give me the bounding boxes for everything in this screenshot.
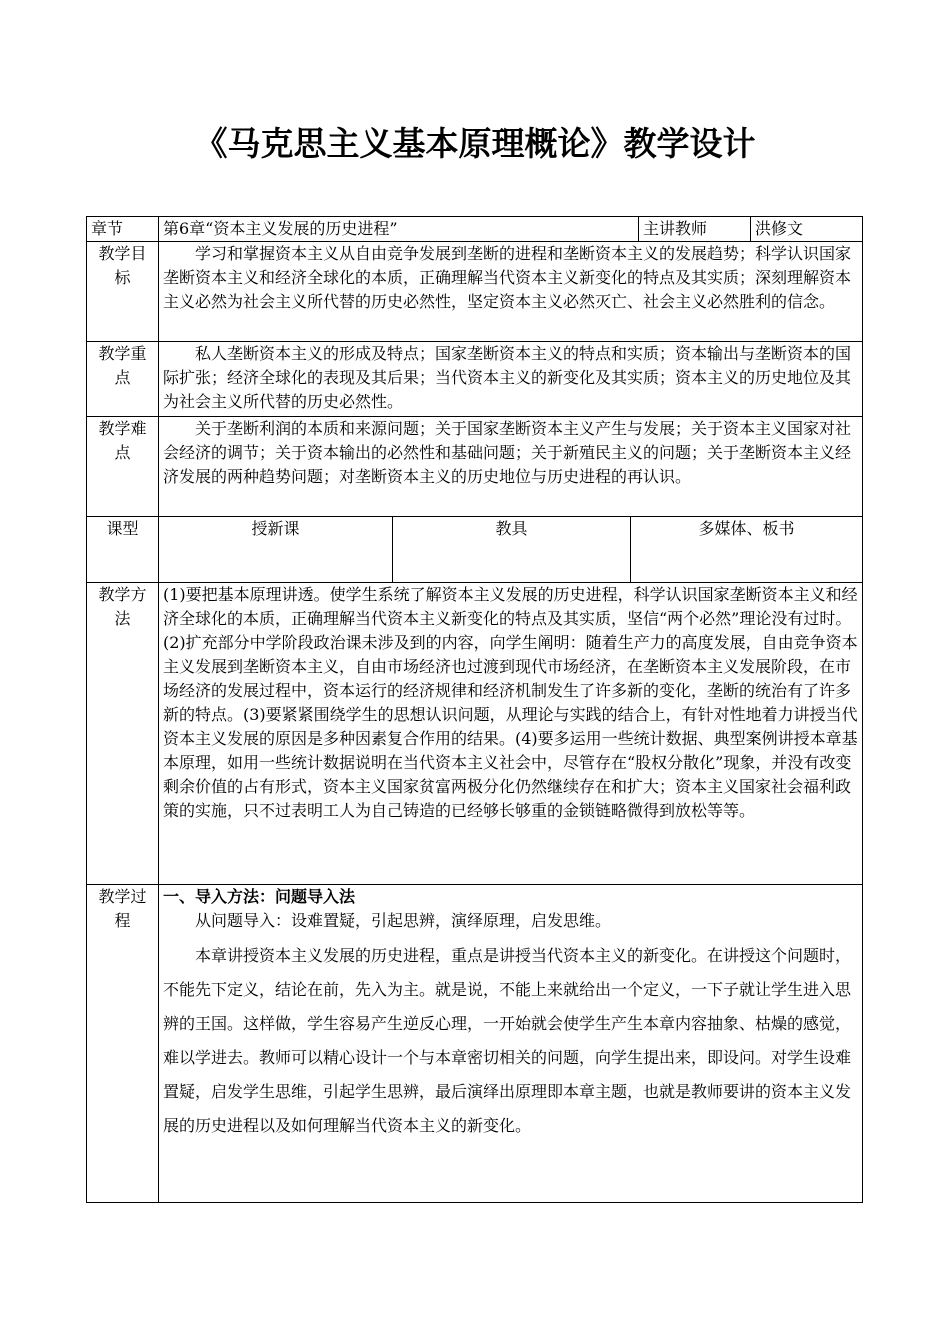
keypoints-label: 教学重点 (87, 342, 159, 417)
objectives-row (87, 242, 863, 342)
process-row (87, 885, 863, 1203)
difficulties-row (87, 417, 863, 517)
tools-label: 教具 (393, 517, 631, 583)
chapter-row (87, 217, 863, 242)
tools-value: 多媒体、板书 (631, 517, 863, 583)
objectives-label: 教学目标 (87, 242, 159, 342)
process-content (159, 885, 863, 1203)
course-type-row (87, 517, 863, 583)
teacher-value: 洪修文 (751, 217, 863, 242)
course-type-value: 授新课 (159, 517, 393, 583)
process-intro: 从问题导入：设难置疑，引起思辨，演绎原理，启发思维。 (195, 911, 612, 930)
objectives-text: 学习和掌握资本主义从自由竞争发展到垄断的进程和垄断资本主义的发展趋势；科学认识国家垄断资本主义和经济全球化的本质，正确理解当代资本主义新变化的特点及其实质；深刻理解资本主义必然为社会主义所代替的历史必然性，坚定资本主义必然灭亡、社会主义必然胜利的信念。 (159, 242, 863, 342)
difficulties-label: 教学难点 (87, 417, 159, 517)
method-text: (1)要把基本原理讲透。使学生系统了解资本主义发展的历史进程，科学认识国家垄断资本主义和经济全球化的本质，正确理解当代资本主义新变化的特点及其实质，坚信“两个必然”理论没有过时。(2)扩充部分中学阶段政治课未涉及到的内容，向学生阐明：随着生产力的高度发展，自由竞争资本主义发展到垄断资本主义，自由市场经济也过渡到现代市场经济，在垄断资本主义发展阶段，在市场经济的发展过程中，资本运行的经济规律和经济机制发生了许多新的变化，垄断的统治有了许多新的特点。(3)要紧紧围绕学生的思想认识问题，从理论与实践的结合上，有针对性地着力讲授当代资本主义发展的原因是多种因素复合作用的结果。(4)要多运用一些统计数据、典型案例讲授本章基本原理，如用一些统计数据说明在当代资本主义社会中，尽管存在“股权分散化”现象，并没有改变剩余价值的占有形式，资本主义国家贫富两极分化仍然继续存在和扩大；资本主义国家社会福利政策的实施，只不过表明工人为自己铸造的已经够长够重的金锁链略微得到放松等等。 (159, 583, 863, 885)
lesson-plan-table (86, 216, 863, 1203)
method-label: 教学方法 (87, 583, 159, 885)
chapter-value: 第6章“资本主义发展的历史进程” (159, 217, 639, 242)
course-type-label: 课型 (87, 517, 159, 583)
keypoints-text: 私人垄断资本主义的形成及特点；国家垄断资本主义的特点和实质；资本输出与垄断资本的国际扩张；经济全球化的表现及其后果；当代资本主义的新变化及其实质；资本主义的历史地位及其为社会主义所代替的历史必然性。 (159, 342, 863, 417)
process-body: 本章讲授资本主义发展的历史进程，重点是讲授当代资本主义的新变化。在讲授这个问题时，不能先下定义，结论在前，先入为主。就是说，不能上来就给出一个定义，一下子就让学生进入思辨的王国。这样做，学生容易产生逆反心理，一开始就会使学生产生本章内容抽象、枯燥的感觉，难以学进去。教师可以精心设计一个与本章密切相关的问题，向学生提出来，即设问。对学生设难置疑，启发学生思维，引起学生思辨，最后演绎出原理即本章主题，也就是教师要讲的资本主义发展的历史进程以及如何理解当代资本主义的新变化。 (163, 946, 852, 1135)
process-label: 教学过程 (87, 885, 159, 1203)
method-row (87, 583, 863, 885)
keypoints-row (87, 342, 863, 417)
difficulties-text: 关于垄断利润的本质和来源问题；关于国家垄断资本主义产生与发展；关于资本主义国家对社会经济的调节；关于资本输出的必然性和基础问题；关于新殖民主义的问题；关于垄断资本主义经济发展的两种趋势问题；对垄断资本主义的历史地位与历史进程的再认识。 (159, 417, 863, 517)
process-heading: 一、导入方法：问题导入法 (163, 887, 356, 906)
chapter-label: 章节 (87, 217, 159, 242)
teacher-label: 主讲教师 (639, 217, 751, 242)
page-title: 《马克思主义基本原理概论》教学设计 (194, 124, 756, 163)
